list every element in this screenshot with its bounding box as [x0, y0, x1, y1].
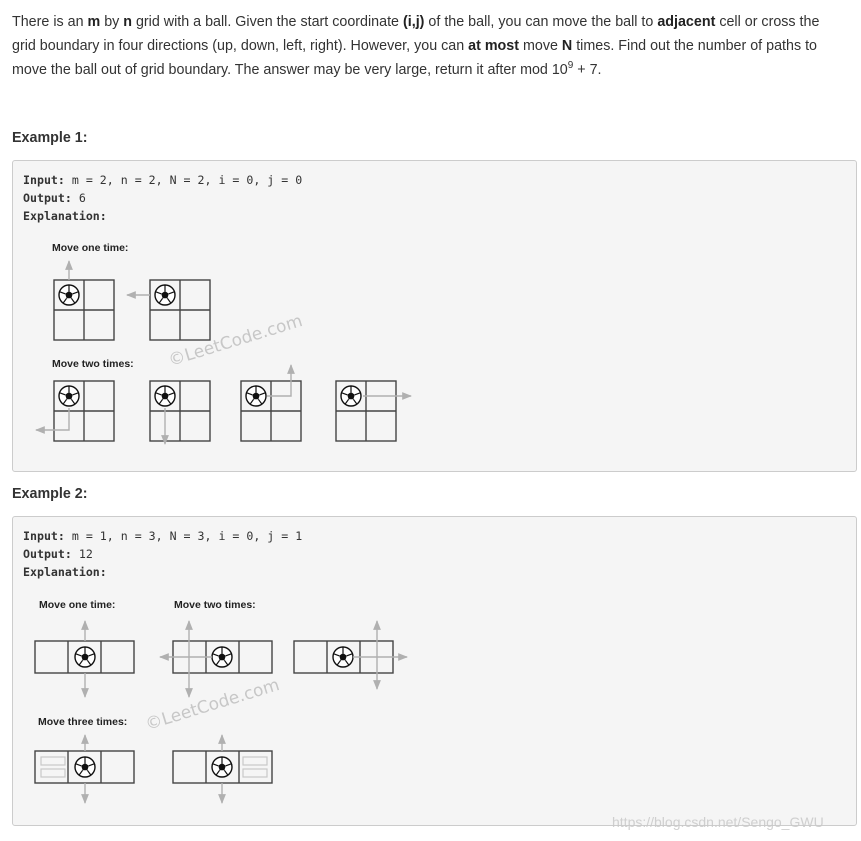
path-loop-icon: [41, 757, 65, 765]
move-two-label: Move two times:: [52, 358, 134, 370]
ball-icon: [75, 647, 95, 667]
ball-icon: [59, 285, 79, 305]
ball-icon: [155, 386, 175, 406]
problem-description: There is an m by n grid with a ball. Given the start coordinate (i,j) of the ball, you can move the ball to adjacent cell or cross the grid boundary in four directions (up, down, left, right). However, you can at most move N times. Find out the number of paths to move the ball out of grid boundary. The answer may be very large, return it after mod $10^9 + 7$.: [12, 14, 820, 78]
blog-credit-watermark: https://blog.csdn.net/Sengo_GWU: [612, 814, 824, 830]
example-2-code: Input: m = 1, n = 3, N = 3, i = 0, j = 1 Output: 12 Explanation:: [23, 529, 303, 579]
ball-icon: [246, 386, 266, 406]
path-loop-icon: [41, 769, 65, 777]
ball-icon: [212, 757, 232, 777]
watermark: ©LeetCode.com: [143, 675, 282, 735]
example-1-box: [12, 160, 857, 472]
example-1-code: Input: m = 2, n = 2, N = 2, i = 0, j = 0 Output: 6 Explanation:: [23, 173, 303, 223]
path-loop-icon: [243, 769, 267, 777]
path-loop-icon: [243, 757, 267, 765]
ball-icon: [75, 757, 95, 777]
example-1-heading: Example 1:: [12, 130, 88, 146]
watermark: ©LeetCode.com: [166, 311, 305, 371]
ball-icon: [341, 386, 361, 406]
example-2-diagram: [13, 517, 858, 827]
example-1-diagram: [13, 161, 858, 473]
move-three-label: Move three times:: [38, 716, 128, 728]
ball-icon: [155, 285, 175, 305]
move-one-label: Move one time:: [52, 242, 129, 254]
ball-icon: [212, 647, 232, 667]
ball-icon: [59, 386, 79, 406]
move-two-label: Move two times:: [174, 599, 256, 611]
example-2-heading: Example 2:: [12, 486, 88, 502]
ball-icon: [333, 647, 353, 667]
move-one-label: Move one time:: [39, 599, 116, 611]
example-2-box: [12, 516, 857, 826]
